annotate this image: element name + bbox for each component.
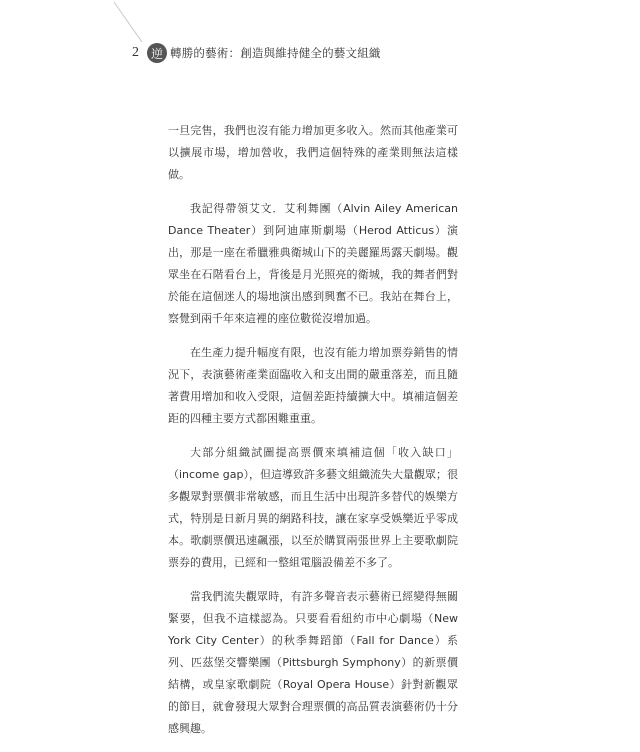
header-badge: 逆	[147, 43, 167, 63]
paragraph-5: 當我們流失觀眾時，有許多聲音表示藝術已經變得無關緊要，但我不這樣認為。只要看看紐約市中心劇場（New York City Center）的秋季舞蹈節（Fall for Dance）系列、匹茲堡交響樂團（Pittsburgh Symphony）的新票價結構，或皇家歌劇院（Royal Opera House）針對新觀眾的節目，就會發現大眾對合理票價的高品質表演藝術仍十分感興趣。	[168, 590, 458, 735]
body-text	[168, 120, 458, 752]
paragraph-2: 我記得帶領艾文．艾利舞團（Alvin Ailey American Dance Theater）到阿迪庫斯劇場（Herod Atticus）演出，那是一座在希臘雅典衛城山下的美麗羅馬露天劇場。觀眾坐在石階看台上，背後是月光照亮的衛城，我的舞者們對於能在這個迷人的場地演出感到興奮不已。我站在舞台上，察覺到兩千年來這裡的座位數從沒增加過。	[168, 202, 458, 325]
paragraph-4: 大部分組織試圖提高票價來填補這個「收入缺口」（income gap），但這導致許多藝文組織流失大量觀眾；很多觀眾對票價非常敏感，而且生活中出現許多替代的娛樂方式，特別是日新月異的網路科技，讓在家享受娛樂近乎零成本。歌劇票價迅速飆漲，以至於購買兩張世界上主要歌劇院票券的費用，已經和一整組電腦設備差不多了。	[168, 446, 458, 569]
paragraph-3: 在生產力提升幅度有限，也沒有能力增加票券銷售的情況下，表演藝術產業面臨收入和支出間的嚴重落差，而且隨著費用增加和收入受限，這個差距持續擴大中。填補這個差距的四種主要方式都困難重重。	[168, 346, 458, 425]
running-header	[132, 41, 381, 65]
paragraph-1: 一旦完售，我們也沒有能力增加更多收入。然而其他產業可以擴展市場，增加營收，我們這個特殊的產業則無法這樣做。	[168, 124, 458, 181]
book-title: 轉勝的藝術：創造與維持健全的藝文組織	[170, 46, 381, 60]
page-number: 2	[132, 45, 139, 60]
